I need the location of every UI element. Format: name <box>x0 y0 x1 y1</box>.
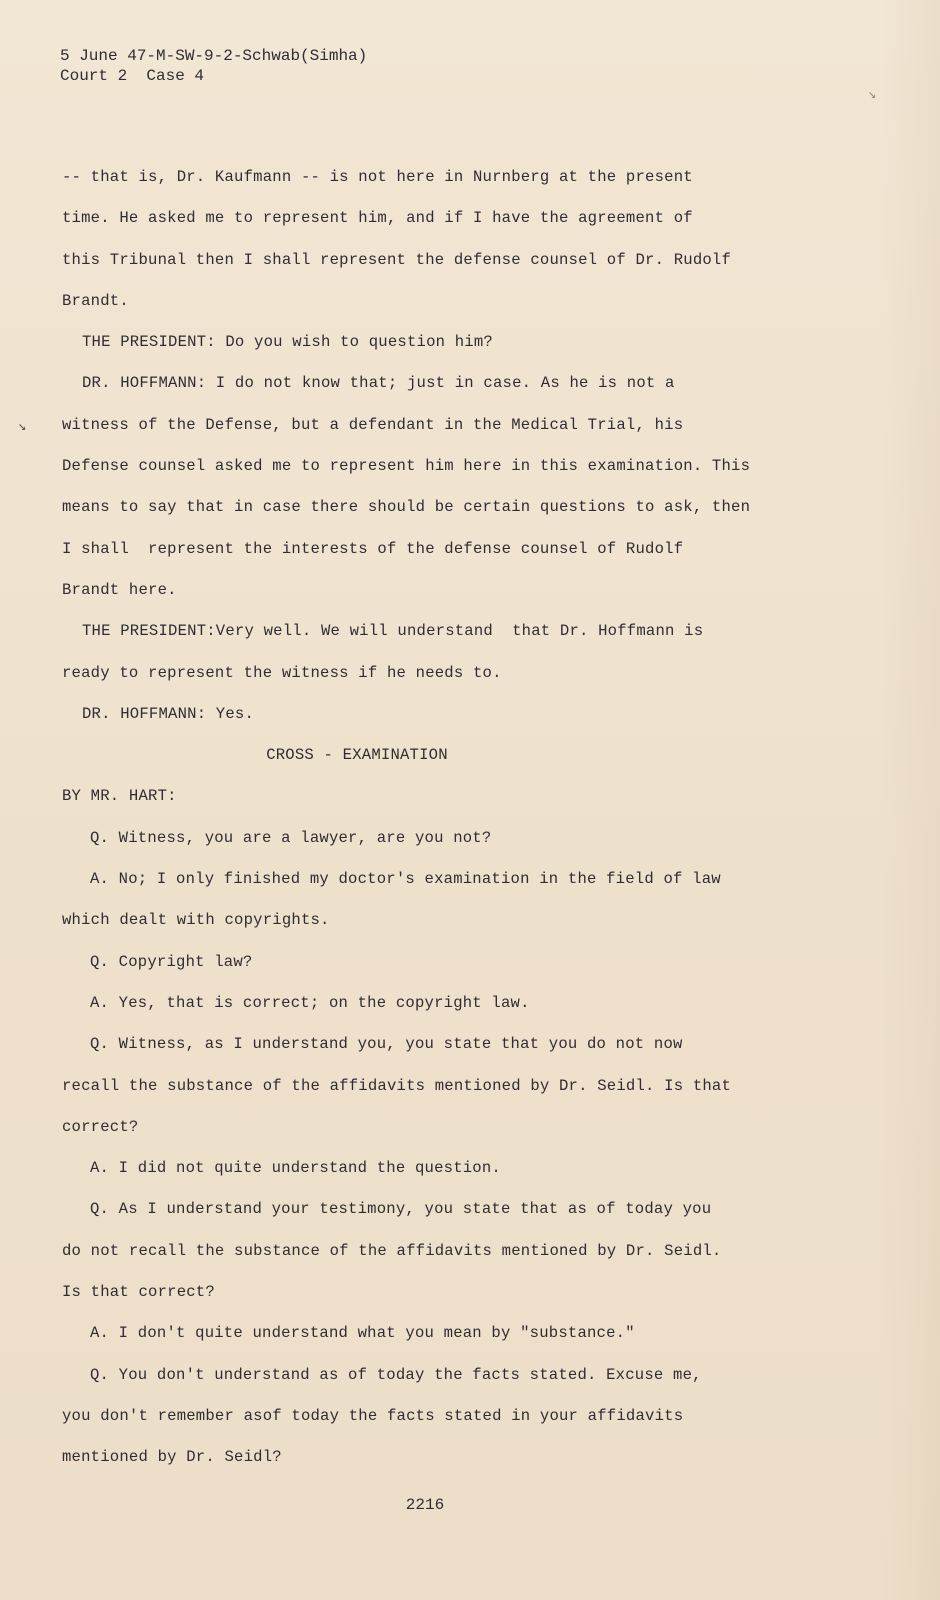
examiner-line: BY MR. HART: <box>62 787 177 806</box>
page-number: 2216 <box>405 1496 445 1514</box>
margin-tick-mark: ↘ <box>18 419 27 435</box>
question-line: Q. You don't understand as of today the facts stated. Excuse me, <box>90 1365 702 1384</box>
text-line: Defense counsel asked me to represent him here in this examination. This <box>62 457 751 476</box>
text-line: ready to represent the witness if he needs to. <box>62 663 502 682</box>
text-line: means to say that in case there should be certain questions to ask, then <box>62 498 751 517</box>
text-line: you don't remember asof today the facts stated in your affidavits <box>62 1406 684 1425</box>
text-line: this Tribunal then I shall represent the defense counsel of Dr. Rudolf <box>62 250 732 269</box>
speaker-line: DR. HOFFMANN: Yes. <box>82 704 255 723</box>
speaker-line: DR. HOFFMANN: I do not know that; just in case. As he is not a <box>82 374 675 393</box>
speaker-line: THE PRESIDENT:Very well. We will understand that Dr. Hoffmann is <box>82 622 704 641</box>
question-line: Q. Copyright law? <box>90 952 253 971</box>
question-line: Q. As I understand your testimony, you state that as of today you <box>90 1200 712 1219</box>
header-court-case: Court 2 Case 4 <box>60 67 205 85</box>
text-line: -- that is, Dr. Kaufmann -- is not here in Nurnberg at the present <box>62 168 693 186</box>
answer-line: A. I did not quite understand the question. <box>90 1159 501 1178</box>
text-line: Brandt. <box>62 291 129 310</box>
text-line: Is that correct? <box>62 1283 215 1302</box>
document-header <box>60 46 367 86</box>
header-date-ref: 5 June 47-M-SW-9-2-Schwab(Simha) <box>60 47 368 65</box>
text-line: witness of the Defense, but a defendant in the Medical Trial, his <box>62 415 684 434</box>
transcript-body <box>62 167 892 1489</box>
text-line: correct? <box>62 1117 139 1136</box>
answer-line: A. No; I only finished my doctor's examination in the field of law <box>90 870 721 889</box>
text-line: Brandt here. <box>62 580 177 599</box>
question-line: Q. Witness, you are a lawyer, are you not? <box>90 828 492 847</box>
speaker-line: THE PRESIDENT: Do you wish to question him? <box>82 333 493 352</box>
text-line: mentioned by Dr. Seidl? <box>62 1448 282 1467</box>
question-line: Q. Witness, as I understand you, you state that you do not now <box>90 1035 683 1054</box>
text-line: recall the substance of the affidavits mentioned by Dr. Seidl. Is that <box>62 1076 732 1095</box>
answer-line: A. I don't quite understand what you mean by "substance." <box>90 1324 635 1343</box>
text-line: do not recall the substance of the affidavits mentioned by Dr. Seidl. <box>62 1241 722 1260</box>
section-heading: CROSS - EXAMINATION <box>266 746 448 765</box>
margin-tick-mark: ↘ <box>868 87 877 103</box>
text-line: I shall represent the interests of the defense counsel of Rudolf <box>62 539 684 558</box>
text-line: which dealt with copyrights. <box>62 911 330 930</box>
answer-line: A. Yes, that is correct; on the copyright law. <box>90 993 530 1012</box>
text-line: time. He asked me to represent him, and if I have the agreement of <box>62 209 693 228</box>
